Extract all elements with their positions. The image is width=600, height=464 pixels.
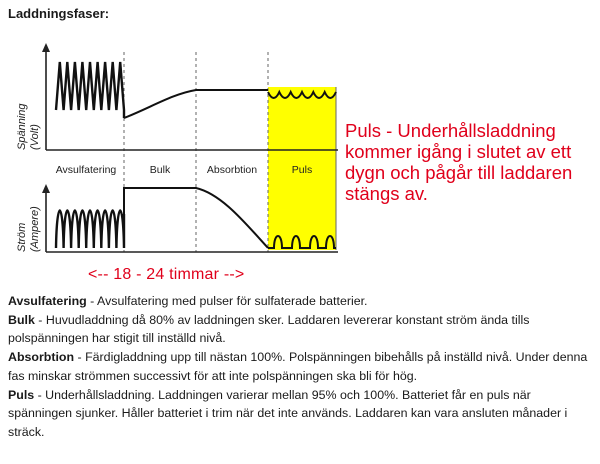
description-term: Absorbtion: [8, 350, 75, 365]
description-term: Puls: [8, 387, 35, 402]
phase-label: Puls: [291, 164, 313, 176]
duration-range: <-- 18 - 24 timmar -->: [88, 266, 245, 283]
description-text: - Färdigladdning upp till nästan 100%. Polspänningen bibehålls på inställd nivå. Under denna fas minskar strömmen successivt för att inte polspänningen ska bli för hög.: [8, 350, 588, 383]
description-bulk: [8, 311, 596, 348]
puls-side-note: Puls - Underhållsladdning kommer igång i slutet av ett dygn och pågår till laddaren stängs av.: [345, 120, 573, 204]
voltage-desulfation-waveform: [56, 62, 124, 118]
current-desulfation-waveform: [56, 211, 124, 249]
current-axis-arrow: [42, 184, 50, 193]
voltage-axis-label: Spänning: [16, 103, 28, 150]
voltage-axis-arrow: [42, 43, 50, 52]
description-text: - Underhållsladdning. Laddningen varierar mellan 95% och 100%. Batteriet får en puls när spänningen sjunker. Håller batteriet i trim när det inte används. Laddaren kan vara ansluten månader i sträck.: [8, 387, 568, 439]
page-title: Laddningsfaser:: [8, 6, 110, 21]
description-term: Avsulfatering: [8, 294, 87, 308]
description-text: - Avsulfatering med pulser för sulfaterade batterier.: [86, 294, 368, 308]
description-term: Bulk: [8, 312, 35, 327]
voltage-axis-unit: (Volt): [29, 124, 41, 150]
phase-separators: [124, 52, 268, 252]
description-avsulfatering: [8, 292, 596, 311]
phase-label: Absorbtion: [206, 164, 258, 176]
description-text: - Huvudladdning då 80% av laddningen sker. Laddaren levererar konstant ström ända tills polspänningen har stigit till inställd nivå.: [8, 312, 530, 346]
description-puls: [8, 386, 596, 442]
current-axis-unit: (Ampere): [29, 206, 41, 252]
phase-label: Bulk: [149, 164, 171, 176]
phase-label: Avsulfatering: [55, 164, 117, 176]
phase-descriptions: [8, 292, 596, 442]
description-absorbtion: [8, 348, 596, 385]
current-axis-label: Ström: [16, 222, 28, 252]
